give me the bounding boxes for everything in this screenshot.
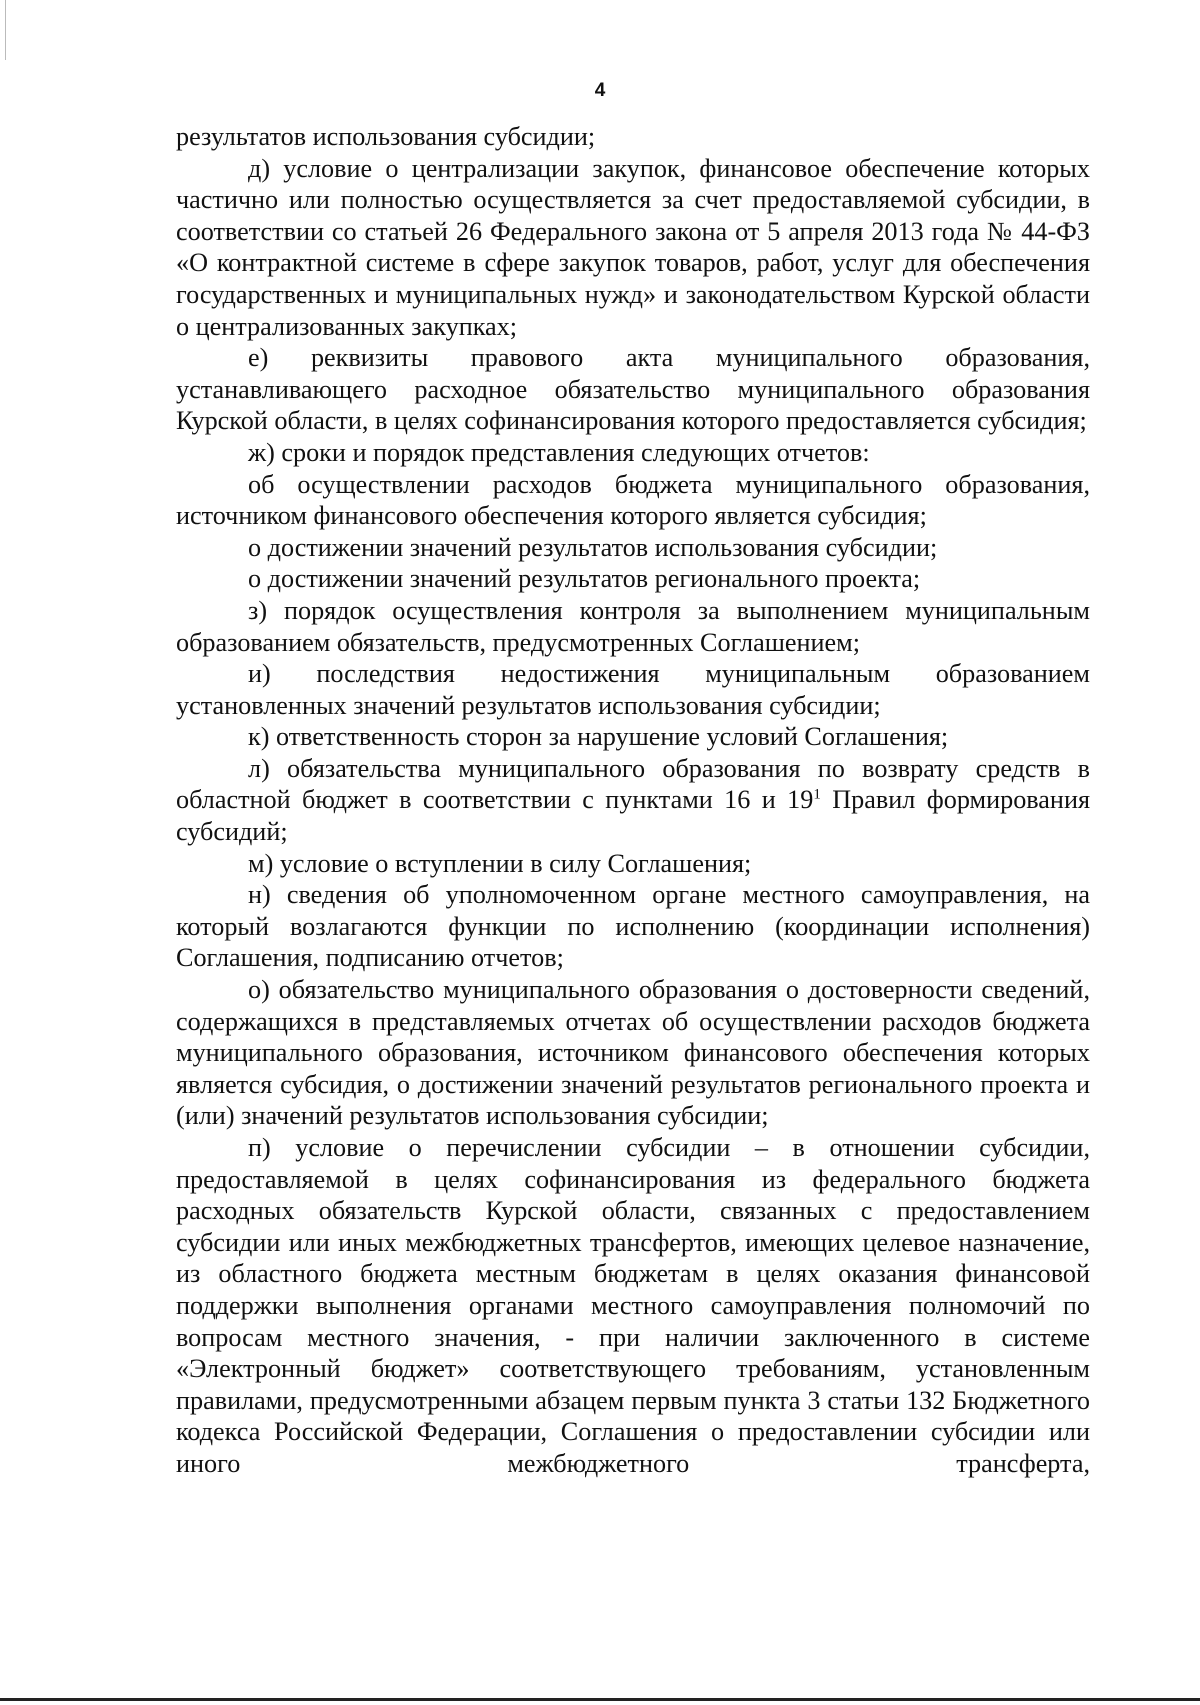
paragraph-l-text-before: л) обязательства муниципального образования по возврату средств в областной бюджет в соответствии с пунктами 16 и 19 <box>176 753 1090 815</box>
paragraph-e-legal-act-details: е) реквизиты правового акта муниципального образования, устанавливающего расходное обязательство муниципального образования Курской области, в целях софинансирования которого предоставляется субсидия; <box>176 343 1090 436</box>
paragraph-results-continuation: результатов использования субсидии; <box>176 122 596 151</box>
paragraph-i-consequences: и) последствия недостижения муниципальным образованием установленных значений результатов использования субсидии; <box>176 659 1090 720</box>
paragraph-k-responsibility: к) ответственность сторон за нарушение условий Соглашения; <box>248 722 949 752</box>
paragraph-l-text-after: Правил формирования субсидий; <box>176 785 1091 847</box>
paragraph-d-centralized-purchases: д) условие о централизации закупок, финансовое обеспечение которых частично или полностью осуществляется за счет предоставляемой субсидии, в соответствии со статьей 26 Федерального закона от 5 апреля 2013 года № 44-ФЗ «О контрактной системе в сфере закупок товаров, работ, услуг для обеспечения государственных и муниципальных нужд» и законодательством Курской области о централизованных закупках; <box>176 153 1090 341</box>
document-body <box>176 121 1090 1480</box>
paragraph-p-transfer-condition: п) условие о перечислении субсидии – в отношении субсидии, предоставляемой в целях софинансирования из федерального бюджета расходных обязательств Курской области, связанных с предоставлением субсидии или иных межбюджетных трансфертов, имеющих целевое назначение, из областного бюджета местным бюджетам в целях оказания финансовой поддержки выполнения органами местного самоуправления полномочий по вопросам местного значения, - при наличии заключенного в системе «Электронный бюджет» соответствующего требованиям, установленным правилами, предусмотренными абзацем первым пункта 3 статьи 132 Бюджетного кодекса Российской Федерации, Соглашения о предоставлении субсидии или иного межбюджетного трансферта, <box>176 1133 1090 1478</box>
paragraph-o-data-reliability: о) обязательство муниципального образования о достоверности сведений, содержащихся в представляемых отчетах об осуществлении расходов бюджета муниципального образования, источником финансового обеспечения которых является субсидия, о достижении значений результатов регионального проекта и (или) значений результатов использования субсидии; <box>176 975 1090 1131</box>
scan-edge-line <box>5 0 6 60</box>
page-number: 4 <box>594 80 606 101</box>
paragraph-report-project-results: о достижении значений результатов регионального проекта; <box>248 564 921 594</box>
paragraph-m-entry-into-force: м) условие о вступлении в силу Соглашения; <box>248 848 752 878</box>
paragraph-n-authorized-body: н) сведения об уполномоченном органе местного самоуправления, на который возлагаются функции по исполнению (координации исполнения) Соглашения, подписанию отчетов; <box>176 880 1090 973</box>
paragraph-report-expenses: об осуществлении расходов бюджета муниципального образования, источником финансового обеспечения которого является субсидия; <box>176 469 1090 531</box>
scan-bottom-line <box>0 1698 1200 1701</box>
paragraph-l-refund-obligations <box>176 753 1090 848</box>
paragraph-zh-reporting-terms: ж) сроки и порядок представления следующих отчетов: <box>248 437 870 467</box>
paragraph-z-control-procedure: з) порядок осуществления контроля за выполнением муниципальным образованием обязательств, предусмотренных Соглашением; <box>176 595 1090 657</box>
paragraph-report-subsidy-results: о достижении значений результатов использования субсидии; <box>248 532 938 562</box>
footnote-superscript: 1 <box>813 786 821 803</box>
